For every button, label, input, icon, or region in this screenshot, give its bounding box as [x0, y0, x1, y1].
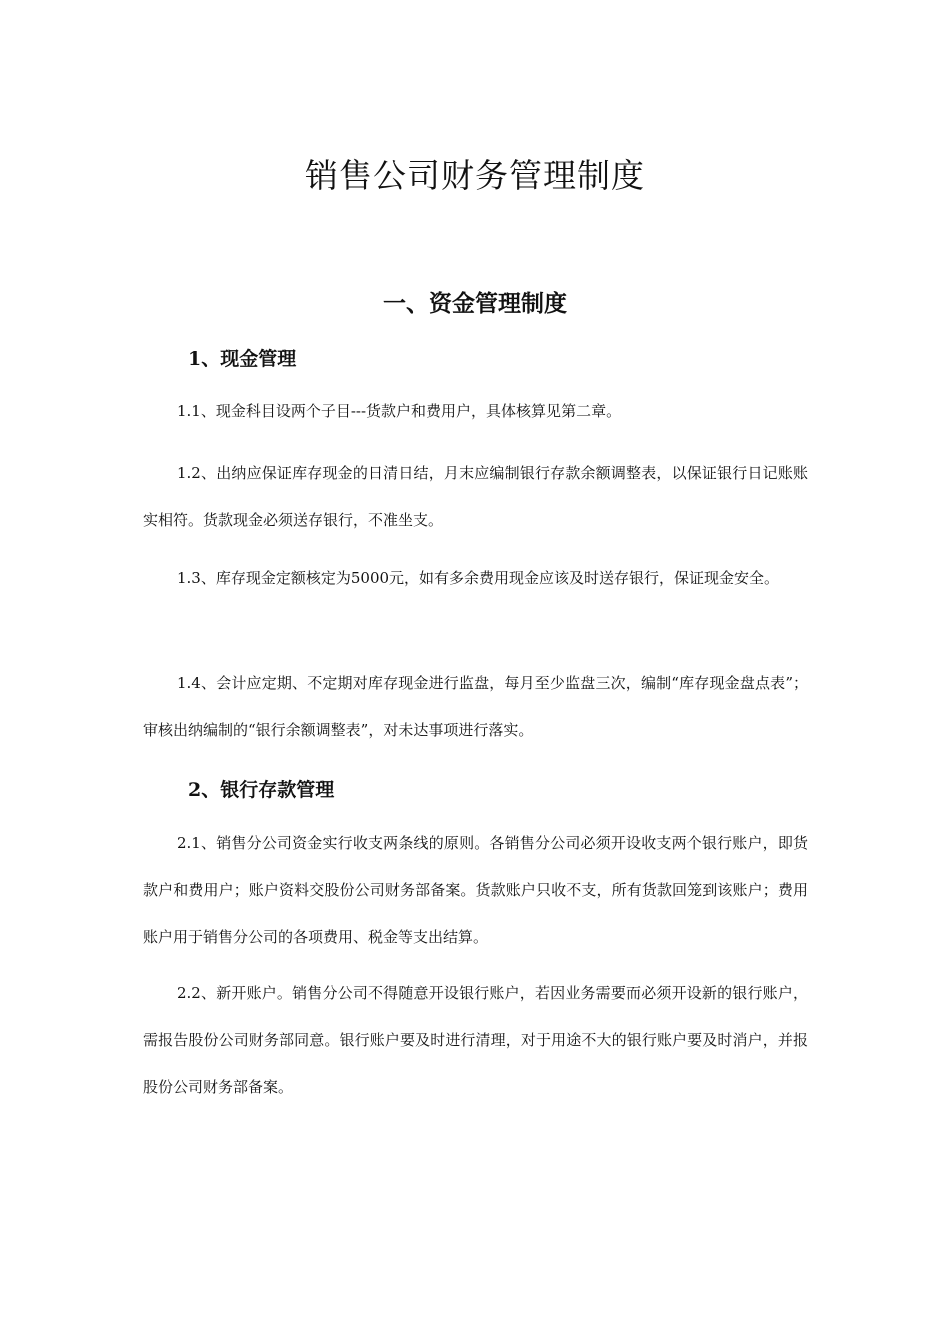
chapter-title: 一、资金管理制度	[383, 290, 567, 317]
paragraph-2-1: 2.1、销售分公司资金实行收支两条线的原则。各销售分公司必须开设收支两个银行账户，即货款户和费用户；账户资料交股份公司财务部备案。货款账户只收不支，所有货款回笼到该账户；费用账户用于销售分公司的各项费用、税金等支出结算。	[143, 834, 808, 946]
paragraph-1-1: 1.1、现金科目设两个子目---货款户和费用户，具体核算见第二章。	[177, 402, 622, 420]
section-title-cash: 1、现金管理	[188, 348, 297, 370]
document-title: 销售公司财务管理制度	[305, 156, 645, 195]
paragraph-1-3: 1.3、库存现金定额核定为5000元，如有多余费用现金应该及时送存银行，保证现金安全。	[177, 569, 780, 587]
paragraph-1-4: 1.4、会计应定期、不定期对库存现金进行监盘，每月至少监盘三次，编制“库存现金盘点表”；审核出纳编制的“银行余额调整表”，对未达事项进行落实。	[143, 674, 808, 739]
paragraph-1-2: 1.2、出纳应保证库存现金的日清日结，月末应编制银行存款余额调整表，以保证银行日记账账实相符。货款现金必须送存银行，不准坐支。	[143, 464, 808, 529]
section-title-bank-deposit: 2、银行存款管理	[188, 779, 335, 801]
paragraph-2-2: 2.2、新开账户。销售分公司不得随意开设银行账户，若因业务需要而必须开设新的银行账户，需报告股份公司财务部同意。银行账户要及时进行清理，对于用途不大的银行账户要及时消户，并报股份公司财务部备案。	[143, 984, 808, 1096]
